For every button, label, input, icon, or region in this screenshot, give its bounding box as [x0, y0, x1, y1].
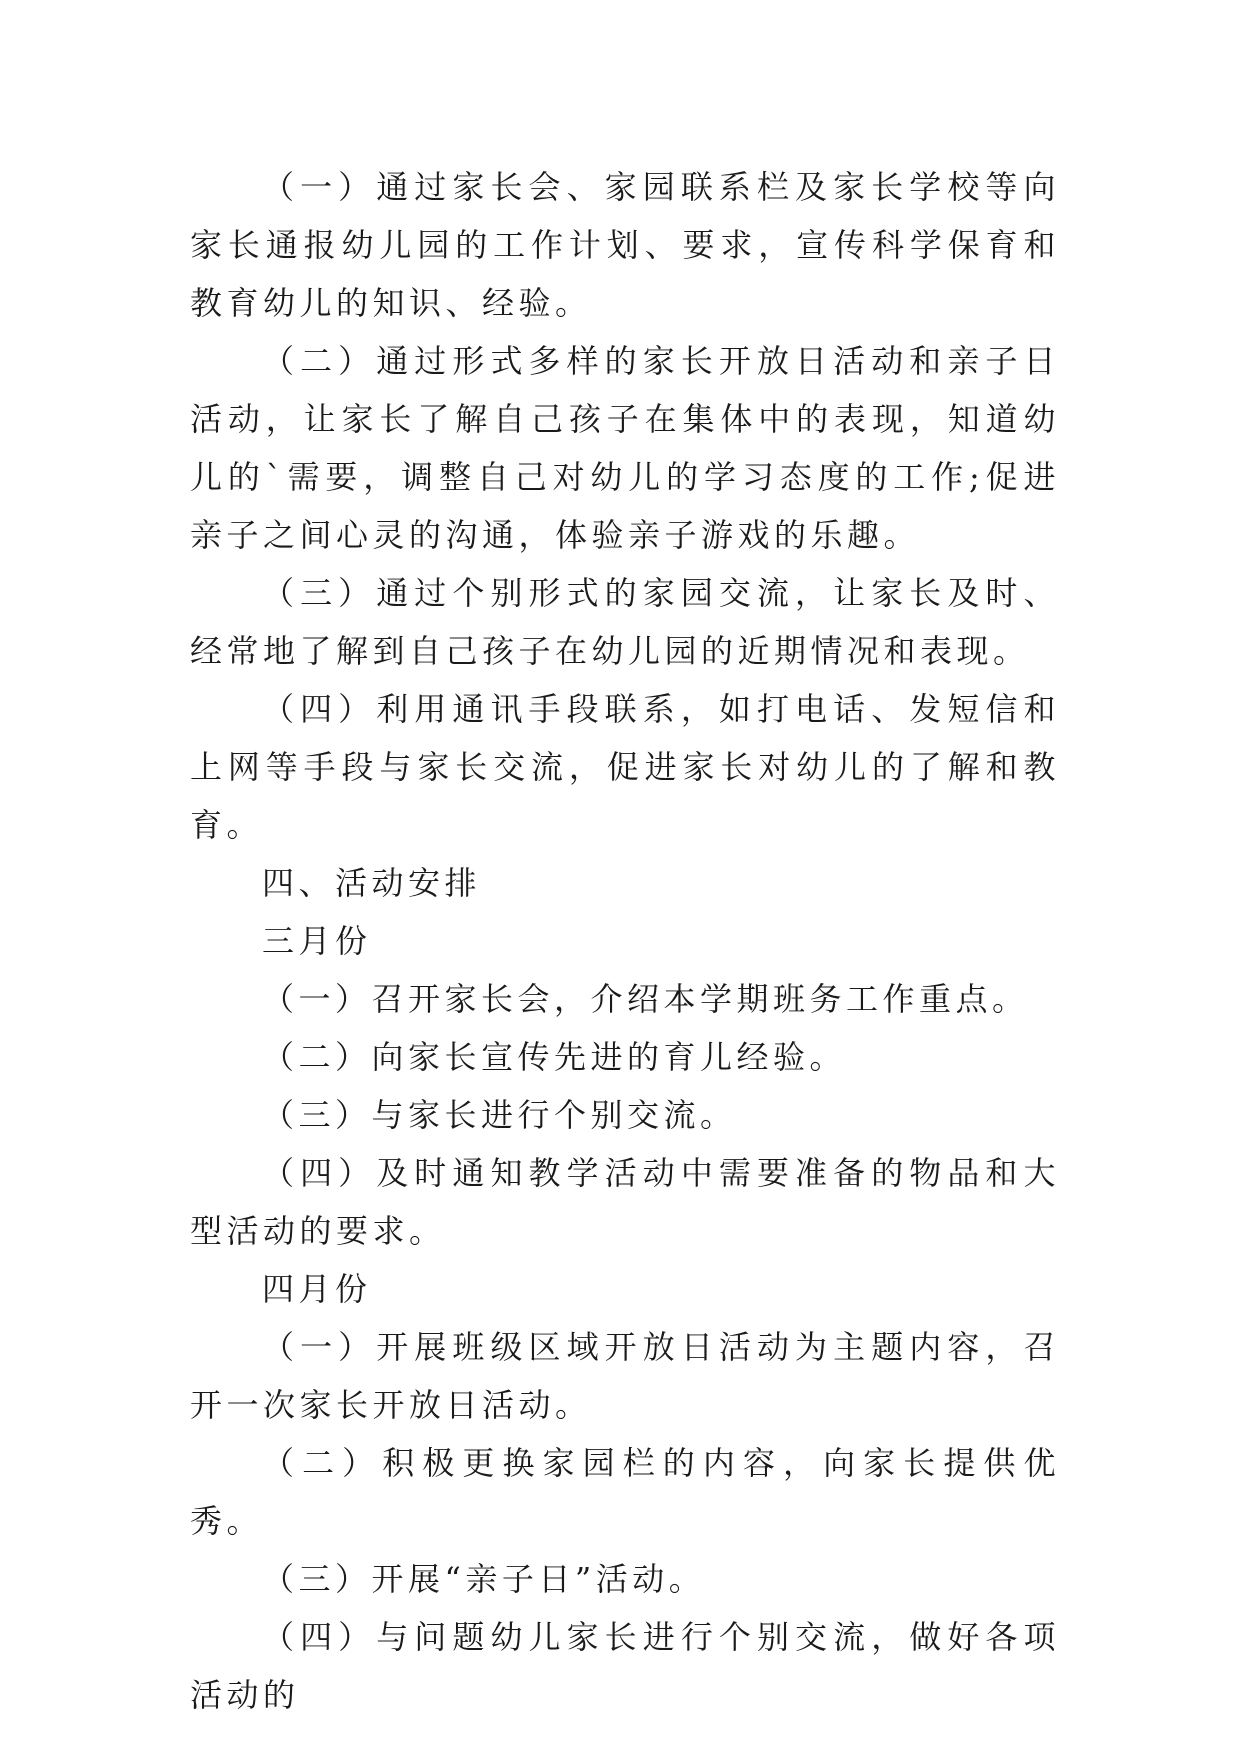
- march-item-2: （二）向家长宣传先进的育儿经验。: [262, 1038, 847, 1076]
- march-item-1: （一）召开家长会，介绍本学期班务工作重点。: [262, 980, 1029, 1018]
- month-heading-april: 四月份: [262, 1270, 372, 1308]
- paragraph-2: （二）通过形式多样的家长开放日活动和亲子日活动，让家长了解自己孩子在集体中的表现，知道幼儿的`需要，调整自己对幼儿的学习态度的工作;促进亲子之间心灵的沟通，体验亲子游戏的乐趣。: [190, 342, 1060, 554]
- paragraph-1: （一）通过家长会、家园联系栏及家长学校等向家长通报幼儿园的工作计划、要求，宣传科学保育和教育幼儿的知识、经验。: [190, 168, 1060, 322]
- paragraph-3: （三）通过个别形式的家园交流，让家长及时、经常地了解到自己孩子在幼儿园的近期情况和表现。: [190, 574, 1060, 670]
- document-body: [190, 158, 1060, 1724]
- section-heading: 四、活动安排: [262, 864, 482, 902]
- april-item-4: （四）与问题幼儿家长进行个别交流，做好各项活动的: [190, 1618, 1060, 1714]
- april-item-1: （一）开展班级区域开放日活动为主题内容，召开一次家长开放日活动。: [190, 1328, 1060, 1424]
- april-item-3: （三）开展“亲子日”活动。: [262, 1560, 706, 1598]
- paragraph-4: （四）利用通讯手段联系，如打电话、发短信和上网等手段与家长交流，促进家长对幼儿的了解和教育。: [190, 690, 1060, 844]
- march-item-3: （三）与家长进行个别交流。: [262, 1096, 737, 1134]
- march-item-4: （四）及时通知教学活动中需要准备的物品和大型活动的要求。: [190, 1154, 1060, 1250]
- april-item-2: （二）积极更换家园栏的内容，向家长提供优秀。: [190, 1444, 1060, 1540]
- month-heading-march: 三月份: [262, 922, 372, 960]
